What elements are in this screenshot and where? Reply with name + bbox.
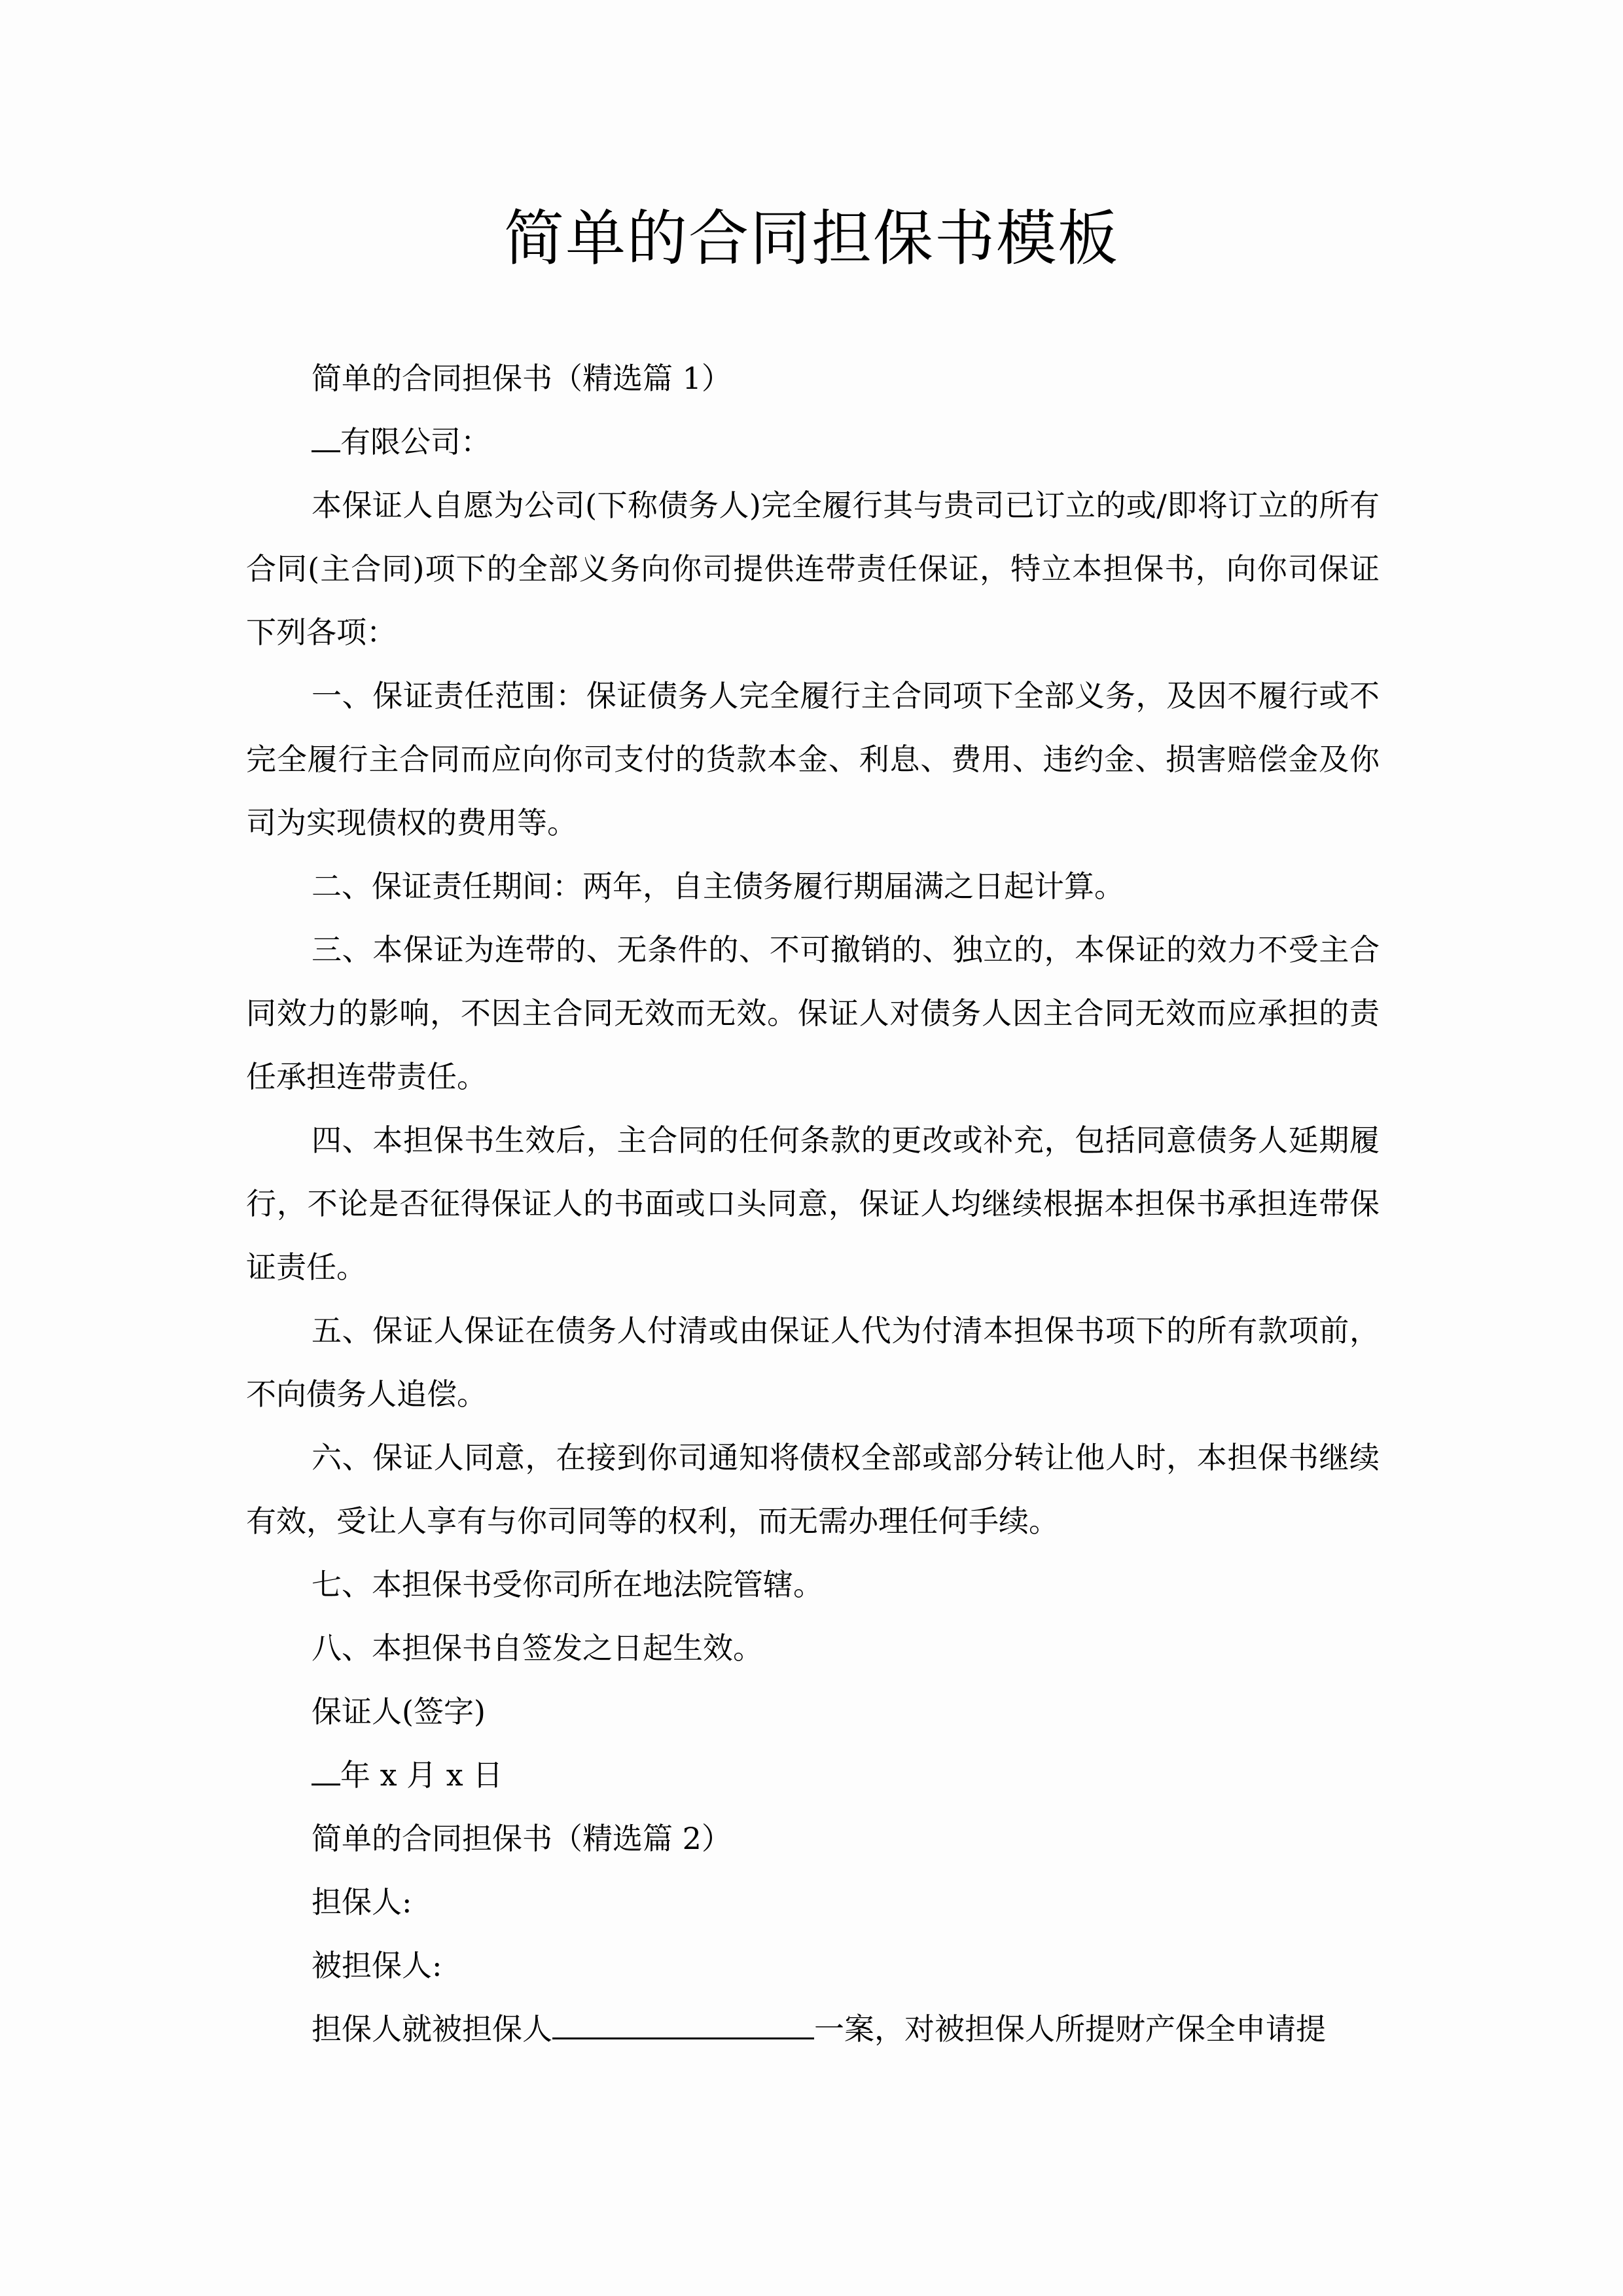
clause-8: 八、本担保书自签发之日起生效。 (312, 1630, 763, 1666)
guarantor-label: 担保人: (312, 1884, 412, 1920)
guarantee-statement (246, 1998, 1380, 2061)
statement-suffix: 一案，对被担保人所提财产保全申请提 (814, 2011, 1326, 2047)
addressee-blank (312, 424, 340, 452)
clause-1: 一、保证责任范围：保证债务人完全履行主合同项下全部义务，及因不履行或不完全履行主合同而应向你司支付的货款本金、利息、费用、违约金、损害赔偿金及你司为实现债权的费用等。 (246, 678, 1380, 840)
date-line (246, 1744, 1380, 1807)
signature-label: 保证人(签字) (312, 1694, 486, 1729)
addressee-line (246, 410, 1380, 474)
case-blank (552, 2011, 814, 2039)
date-suffix: 年 x 月 x 日 (340, 1757, 503, 1793)
clause-4: 四、本担保书生效后，主合同的任何条款的更改或补充，包括同意债务人延期履行，不论是否征得保证人的书面或口头同意，保证人均继续根据本担保书承担连带保证责任。 (246, 1122, 1380, 1285)
intro-paragraph: 本保证人自愿为公司(下称债务人)完全履行其与贵司已订立的或/即将订立的所有合同(主合同)项下的全部义务向你司提供连带责任保证，特立本担保书，向你司保证下列各项： (246, 488, 1380, 650)
clause-5: 五、保证人保证在债务人付清或由保证人代为付清本担保书项下的所有款项前，不向债务人追偿。 (246, 1313, 1380, 1412)
guaranteed-label: 被担保人: (312, 1948, 442, 1983)
clause-6: 六、保证人同意，在接到你司通知将债权全部或部分转让他人时，本担保书继续有效，受让人享有与你司同等的权利，而无需办理任何手续。 (246, 1440, 1380, 1539)
clause-3: 三、本保证为连带的、无条件的、不可撤销的、独立的，本保证的效力不受主合同效力的影响，不因主合同无效而无效。保证人对债务人因主合同无效而应承担的责任承担连带责任。 (246, 932, 1380, 1094)
addressee-suffix: 有限公司： (340, 424, 491, 459)
section1-heading: 简单的合同担保书（精选篇 1） (312, 361, 732, 396)
clause-7: 七、本担保书受你司所在地法院管辖。 (312, 1567, 823, 1602)
statement-prefix: 担保人就被担保人 (312, 2011, 552, 2047)
document-body (246, 347, 1380, 2061)
year-blank (312, 1757, 340, 1785)
document-title: 简单的合同担保书模板 (503, 204, 1119, 274)
clause-2: 二、保证责任期间：两年，自主债务履行期届满之日起计算。 (312, 869, 1124, 904)
section2-heading: 简单的合同担保书（精选篇 2） (312, 1821, 732, 1856)
